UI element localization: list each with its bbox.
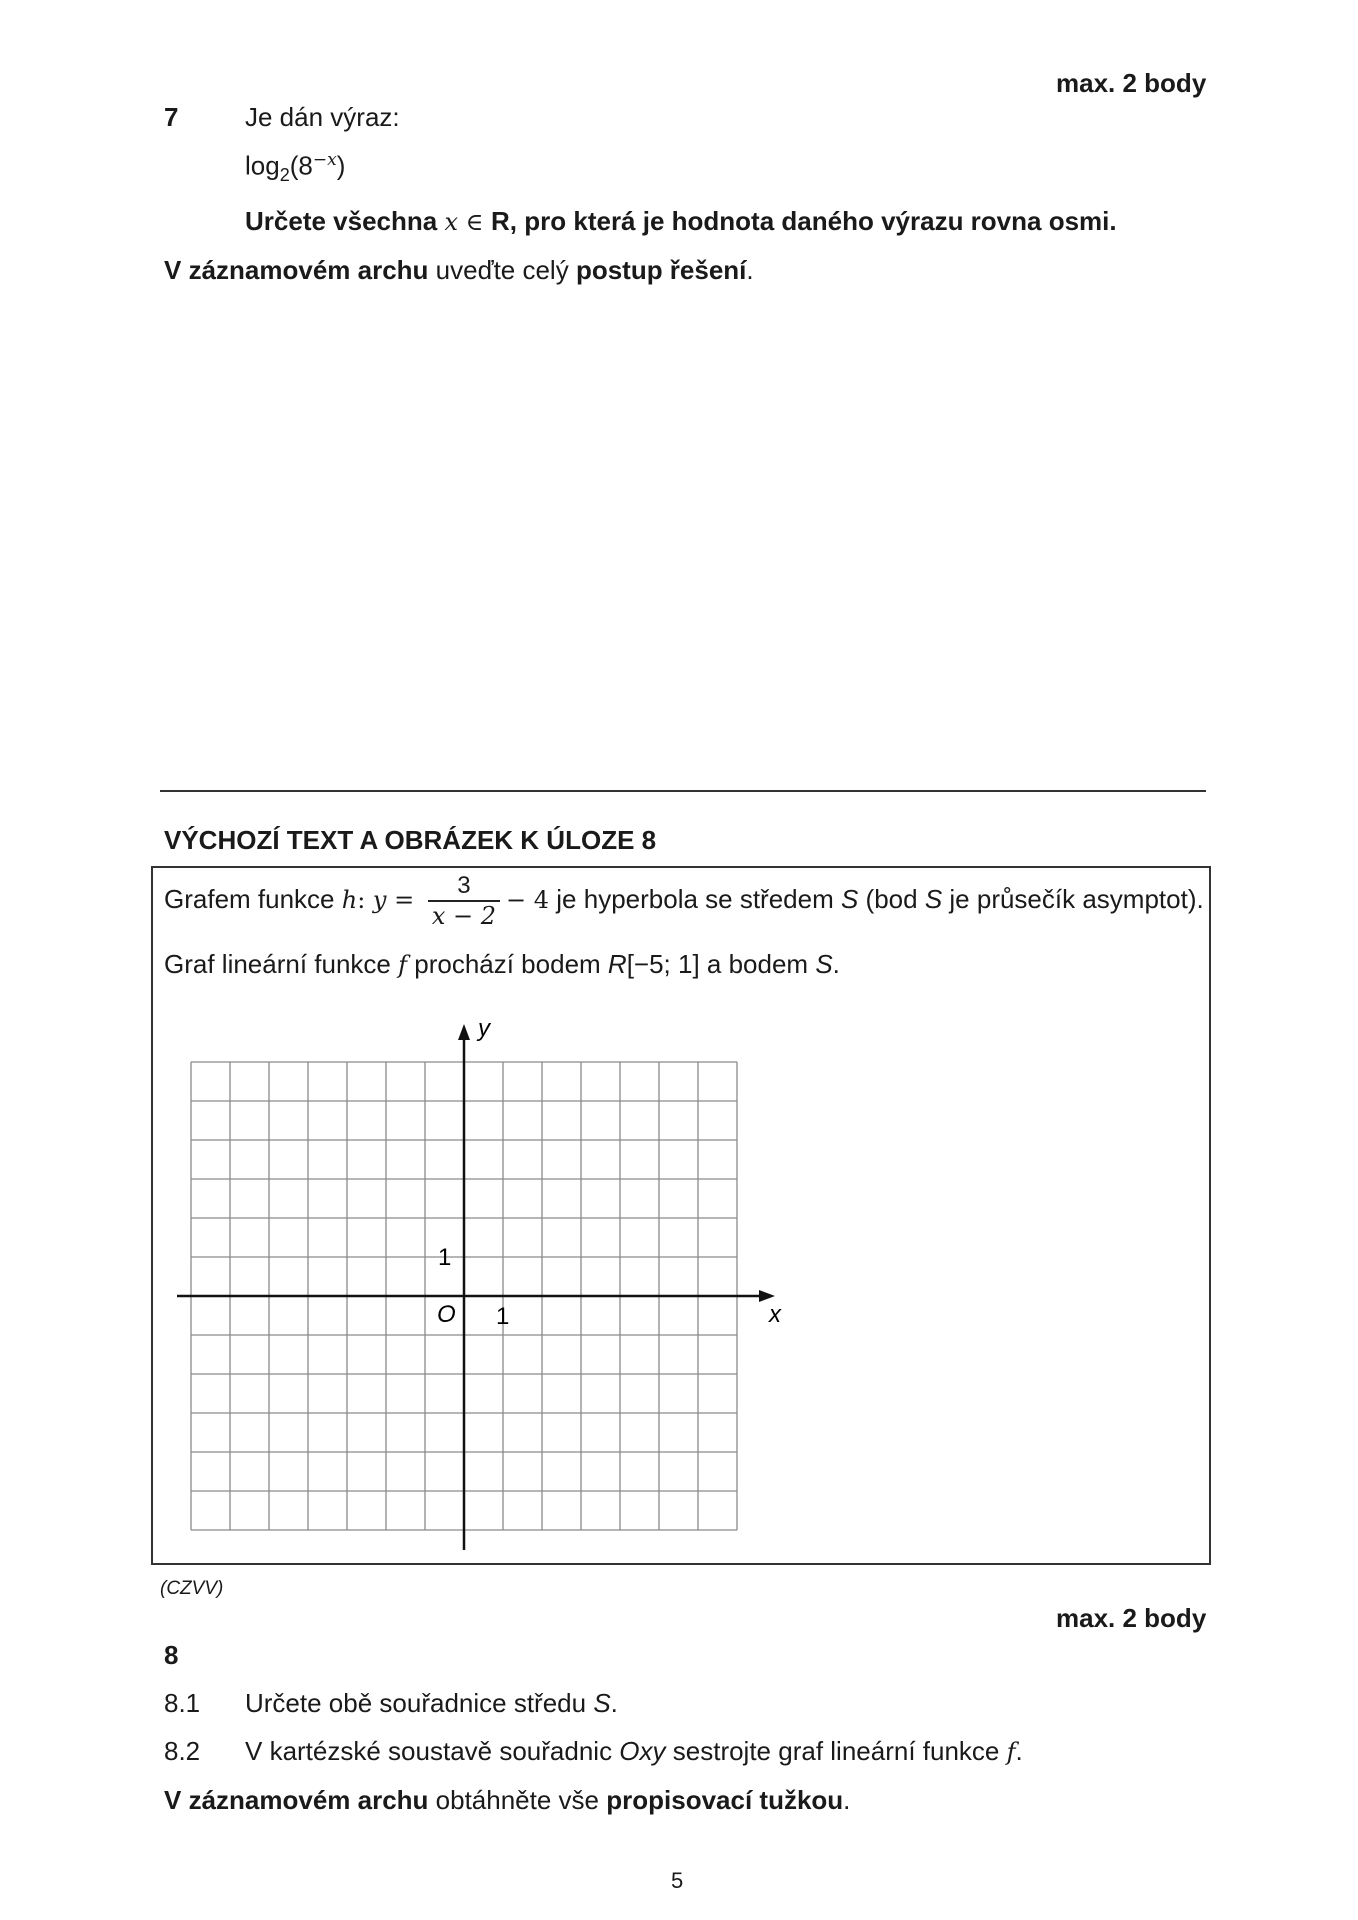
task7-expression xyxy=(245,150,345,186)
l2-S: S xyxy=(815,949,833,979)
l2-f: f xyxy=(398,951,408,979)
ins8-bold-1: V záznamovém archu xyxy=(164,1785,429,1815)
s2-text: V kartézské soustavě souřadnic xyxy=(245,1736,620,1766)
y-tick-label: 1 xyxy=(438,1244,452,1271)
l2-coords: [−5; 1] xyxy=(626,949,700,979)
s2-text-2: sestrojte graf lineární funkce xyxy=(665,1736,1007,1766)
l1-colon: : xyxy=(357,885,373,914)
fraction-denominator: x − 2 xyxy=(431,902,497,930)
y-axis-label: y xyxy=(478,1015,490,1042)
task8-points: max. 2 body xyxy=(1056,1603,1207,1633)
page-number: 5 xyxy=(671,1868,684,1893)
s2-oxy: Oxy xyxy=(619,1736,666,1766)
task7-points: max. 2 body xyxy=(1056,68,1207,98)
l2-end: a bodem xyxy=(699,949,816,979)
source-credit: (CZVV) xyxy=(160,1578,224,1599)
s2-f: f xyxy=(1006,1738,1016,1766)
fraction-numerator: 3 xyxy=(428,874,500,902)
ins-text-1: uveďte celý xyxy=(428,255,576,285)
s1-text: Určete obě souřadnice středu xyxy=(245,1688,594,1718)
l1-start: Grafem funkce xyxy=(164,883,342,914)
q-text-2: R, pro která je hodnota daného výrazu rovna osmi. xyxy=(491,206,1117,236)
y-axis-arrow-icon xyxy=(458,1024,470,1040)
l1-y: y xyxy=(372,885,387,914)
l1-rest-3: je průsečík asymptot). xyxy=(942,883,1204,914)
subtask-8-2 xyxy=(245,1736,1023,1767)
subtask-8-2-number: 8.2 xyxy=(164,1736,201,1766)
task7-question xyxy=(245,206,1117,237)
l1-S1: S xyxy=(840,883,859,914)
s1-dot: . xyxy=(610,1688,618,1718)
l1-rest-1: je hyperbola se středem xyxy=(549,883,841,914)
box-line-2 xyxy=(164,949,840,980)
l1-rest-2: (bod xyxy=(858,883,925,914)
x-tick-label: 1 xyxy=(496,1303,510,1330)
subtask-8-1-number: 8.1 xyxy=(164,1688,201,1718)
ins8-text: obtáhněte vše xyxy=(428,1785,607,1815)
source-heading: VÝCHOZÍ TEXT A OBRÁZEK K ÚLOZE 8 xyxy=(164,825,657,855)
l1-minus-four: − 4 xyxy=(506,885,550,914)
expr-arg-close: ) xyxy=(336,150,346,181)
s2-dot: . xyxy=(1015,1736,1023,1766)
section-divider xyxy=(160,790,1206,792)
expr-base: 2 xyxy=(279,164,290,185)
subtask-8-1 xyxy=(245,1688,618,1719)
task7-intro: Je dán výraz: xyxy=(245,102,400,132)
q-text-1: Určete všechna xyxy=(245,206,445,236)
expr-arg-open: (8 xyxy=(289,150,313,181)
q-var: x xyxy=(444,208,458,236)
ins-bold-1: V záznamovém archu xyxy=(164,255,429,285)
fraction xyxy=(428,874,500,928)
l1-h: h xyxy=(341,885,358,914)
ins8-end: . xyxy=(843,1785,851,1815)
l2-mid: prochází bodem xyxy=(407,949,608,979)
box-line-1 xyxy=(164,874,1204,928)
origin-label: O xyxy=(437,1301,456,1328)
ins-end: . xyxy=(746,255,754,285)
task8-instruction xyxy=(164,1785,850,1816)
task7-number: 7 xyxy=(164,102,179,132)
ins-bold-2: postup řešení xyxy=(575,255,747,285)
q-element-of: ∈ xyxy=(458,208,492,236)
task8-number: 8 xyxy=(164,1640,179,1670)
l2-start: Graf lineární funkce xyxy=(164,949,399,979)
l1-equals: = xyxy=(386,885,422,914)
expr-log: log xyxy=(245,150,280,181)
expr-exponent: −x xyxy=(312,150,337,170)
task7-instruction xyxy=(164,255,754,286)
s1-S: S xyxy=(593,1688,611,1718)
ins8-bold-2: propisovací tužkou xyxy=(606,1785,844,1815)
l1-S2: S xyxy=(924,883,943,914)
l2-dot: . xyxy=(832,949,840,979)
x-axis-label: x xyxy=(769,1301,781,1328)
coordinate-grid xyxy=(160,1000,800,1560)
l2-R: R xyxy=(607,949,627,979)
